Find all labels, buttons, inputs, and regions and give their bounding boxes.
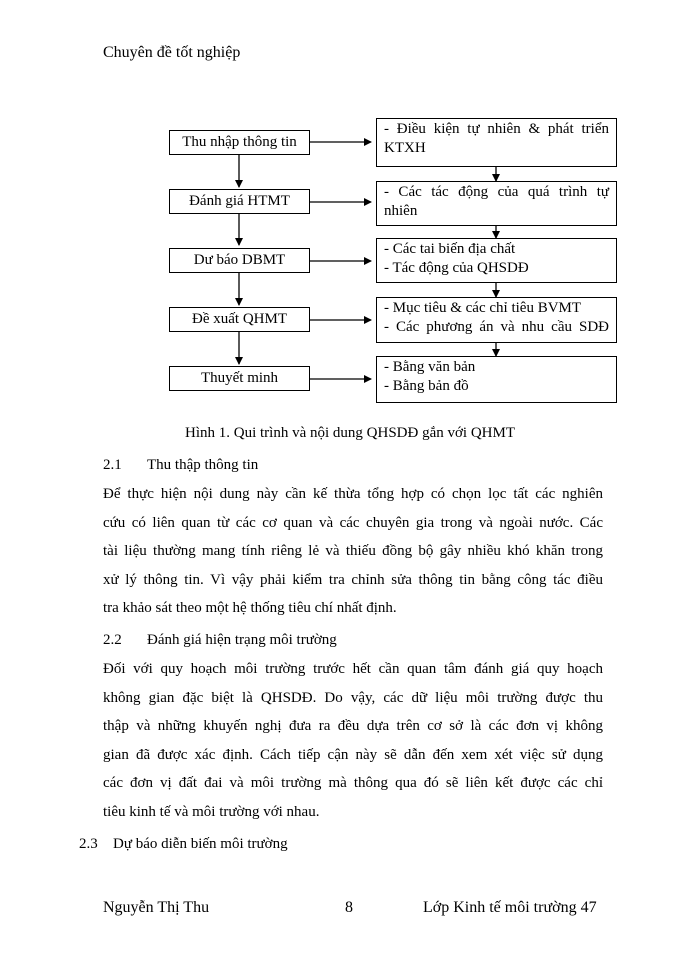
flow-detail-collect bbox=[376, 118, 617, 167]
paragraph-line: tiêu kinh tế và môi trường với nhau. bbox=[103, 803, 320, 820]
paragraph-line: tài liệu thường mang tính riêng lẻ và thiếu đồng bộ gây nhiều khó khăn trong bbox=[103, 543, 603, 559]
paragraph-line: thập và những khuyến nghị đưa ra đều dựa trên cơ sở là các đơn vị không bbox=[103, 718, 603, 734]
flow-detail-line: - Bằng bản đồ bbox=[384, 378, 469, 394]
figure-caption: Hình 1. Qui trình và nội dung QHSDĐ gắn với QHMT bbox=[185, 425, 515, 441]
paragraph-line: tra khảo sát theo một hệ thống tiêu chí nhất định. bbox=[103, 600, 397, 616]
flow-step-collect: Thu nhập thông tin bbox=[169, 130, 310, 155]
section-title-2-3: Dự báo diễn biến môi trường bbox=[113, 836, 288, 852]
footer-class-name: Lớp Kinh tế môi trường 47 bbox=[423, 899, 597, 916]
paragraph-line: Để thực hiện nội dung này cần kế thừa tổng hợp có chọn lọc tất các nghiên bbox=[103, 486, 603, 502]
paragraph-line: cứu có liên quan từ các cơ quan và các chuyên gia trong và ngoài nước. Các bbox=[103, 514, 603, 531]
flow-detail-line: - Các phương án và nhu cầu SDĐ bbox=[384, 319, 609, 335]
flow-detail-line: - Mục tiêu & các chỉ tiêu BVMT bbox=[384, 300, 582, 316]
section-title-2-2: Đánh giá hiện trạng môi trường bbox=[147, 632, 337, 648]
flow-detail-assess bbox=[376, 181, 617, 226]
flow-detail-forecast bbox=[376, 238, 617, 283]
flow-detail-line: nhiên bbox=[384, 203, 418, 219]
section-number-2-2: 2.2 bbox=[103, 632, 122, 648]
section-number-2-1: 2.1 bbox=[103, 457, 122, 473]
flow-step-explain: Thuyết minh bbox=[169, 366, 310, 391]
flow-detail-line: - Điều kiện tự nhiên & phát triển bbox=[384, 121, 609, 137]
paragraph-line: xử lý thông tin. Vì vậy phải kiểm tra chỉnh sửa thông tin bằng công tác điều bbox=[103, 571, 603, 588]
page-header: Chuyên đề tốt nghiệp bbox=[103, 44, 241, 61]
flow-detail-line: KTXH bbox=[384, 140, 426, 156]
section-body-2-2 bbox=[103, 655, 603, 826]
flow-step-forecast: Dư báo DBMT bbox=[169, 248, 310, 273]
paragraph-line: các đơn vị đất đai và môi trường mà thông qua đó sẽ liên kết được các chỉ bbox=[103, 775, 603, 791]
flow-detail-line: - Các tác động của quá trình tự bbox=[384, 184, 609, 200]
paragraph-line: gian đã được xác định. Cách tiếp cận này sẽ dẫn đến xem xét việc sử dụng bbox=[103, 746, 603, 763]
footer-page-number: 8 bbox=[345, 899, 353, 916]
flow-detail-propose bbox=[376, 297, 617, 343]
paragraph-line: không gian đặc biệt là QHSDĐ. Do vậy, các dữ liệu môi trường được thu bbox=[103, 689, 603, 706]
section-body-2-1 bbox=[103, 480, 603, 623]
paragraph-line: Đối với quy hoạch môi trường trước hết cần quan tâm đánh giá quy hoạch bbox=[103, 661, 603, 677]
flow-detail-line: - Bằng văn bản bbox=[384, 359, 476, 375]
flow-detail-explain bbox=[376, 356, 617, 403]
flow-detail-line: - Các tai biến địa chất bbox=[384, 241, 516, 257]
section-title-2-1: Thu thập thông tin bbox=[147, 457, 259, 473]
flow-detail-line: - Tác động của QHSDĐ bbox=[384, 260, 529, 276]
section-number-2-3: 2.3 bbox=[79, 836, 98, 852]
flow-step-propose: Đề xuất QHMT bbox=[169, 307, 310, 332]
flow-step-assess: Đánh giá HTMT bbox=[169, 189, 310, 214]
footer-author: Nguyễn Thị Thu bbox=[103, 899, 210, 916]
